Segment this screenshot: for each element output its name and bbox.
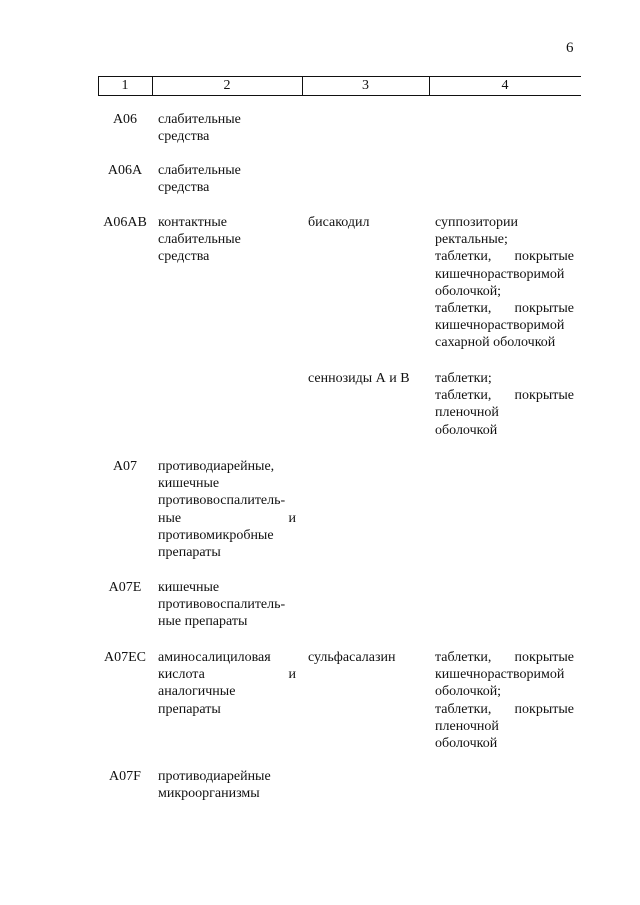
atc-code-cell — [100, 579, 150, 596]
anatomic-group-cell — [158, 111, 296, 145]
cell-line: бисакодил — [308, 215, 370, 230]
atc-code-cell — [100, 162, 150, 179]
cell-line: A07 — [112, 459, 138, 474]
cell-line: противомикробные — [158, 527, 274, 543]
drug-name-cell — [308, 649, 428, 666]
cell-line: A07F — [109, 769, 141, 784]
header-col-4: 4 — [501, 78, 509, 93]
anatomic-group-cell — [158, 214, 296, 266]
anatomic-group-cell — [158, 579, 296, 631]
cell-line: кишечнорастворимой — [435, 318, 565, 334]
anatomic-group-cell — [158, 768, 296, 802]
cell-line: оболочкой — [435, 422, 498, 438]
atc-code-cell — [100, 111, 150, 128]
cell-line: препараты — [158, 545, 221, 561]
cell-line: ные препараты — [158, 614, 248, 630]
cell-line: A06AB — [103, 215, 147, 230]
cell-line: таблетки, покрытые — [435, 388, 574, 404]
cell-line: суппозитории — [435, 215, 518, 230]
page-number: 6 — [566, 40, 574, 56]
cell-line: кислота и — [158, 667, 296, 683]
header-col-1: 1 — [121, 78, 129, 93]
anatomic-group-cell — [158, 649, 296, 718]
cell-line: пленочной — [435, 718, 499, 734]
cell-line: A07E — [108, 580, 142, 595]
cell-line: средства — [158, 180, 210, 196]
header-col-3: 3 — [362, 78, 369, 93]
cell-line: сеннозиды А и В — [308, 371, 410, 386]
header-col-2: 2 — [223, 78, 231, 93]
drug-name-cell — [308, 214, 428, 231]
cell-line: кишечнорастворимой — [435, 667, 565, 683]
atc-code-cell — [100, 214, 150, 231]
cell-line: таблетки, покрытые — [435, 249, 574, 265]
cell-line: препараты — [158, 701, 221, 717]
cell-line: противодиарейные, — [158, 459, 275, 474]
cell-line: слабительные — [158, 112, 241, 127]
cell-line: оболочкой; — [435, 283, 502, 299]
cell-line: таблетки, покрытые — [435, 701, 574, 717]
anatomic-group-cell — [158, 458, 296, 561]
cell-line: оболочкой; — [435, 684, 502, 700]
cell-line: таблетки, покрытые — [435, 650, 574, 665]
anatomic-group-cell — [158, 162, 296, 196]
cell-line: контактные — [158, 215, 227, 230]
dosage-form-cell — [435, 649, 574, 752]
cell-line: A06A — [107, 163, 143, 178]
cell-line: пленочной — [435, 405, 499, 421]
cell-line: кишечные — [158, 476, 220, 492]
cell-line: слабительные — [158, 163, 241, 178]
atc-code-cell — [100, 458, 150, 475]
cell-line: слабительные — [158, 232, 241, 248]
cell-line: A06 — [112, 112, 138, 127]
dosage-form-cell — [435, 370, 574, 439]
table-header — [98, 76, 581, 96]
cell-line: таблетки, покрытые — [435, 301, 574, 317]
cell-line: противовоспалитель- — [158, 597, 286, 613]
drug-name-cell — [308, 370, 428, 387]
cell-line: аналогичные — [158, 684, 236, 700]
cell-line: сульфасалазин — [308, 650, 396, 665]
cell-line: кишечные — [158, 580, 220, 595]
cell-line: средства — [158, 129, 210, 145]
cell-line: оболочкой — [435, 736, 498, 752]
cell-line: сахарной оболочкой — [435, 335, 556, 351]
cell-line: аминосалициловая — [158, 650, 271, 665]
cell-line: A07EC — [104, 650, 146, 665]
cell-line: микроорганизмы — [158, 786, 260, 802]
cell-line: таблетки; — [435, 371, 492, 386]
cell-line: противовоспалитель- — [158, 493, 286, 509]
dosage-form-cell — [435, 214, 574, 352]
cell-line: противодиарейные — [158, 769, 271, 784]
atc-code-cell — [100, 649, 150, 666]
cell-line: ректальные; — [435, 232, 508, 248]
cell-line: кишечнорастворимой — [435, 266, 565, 282]
cell-line: средства — [158, 249, 210, 265]
atc-code-cell — [100, 768, 150, 785]
cell-line: ные и — [158, 510, 296, 526]
